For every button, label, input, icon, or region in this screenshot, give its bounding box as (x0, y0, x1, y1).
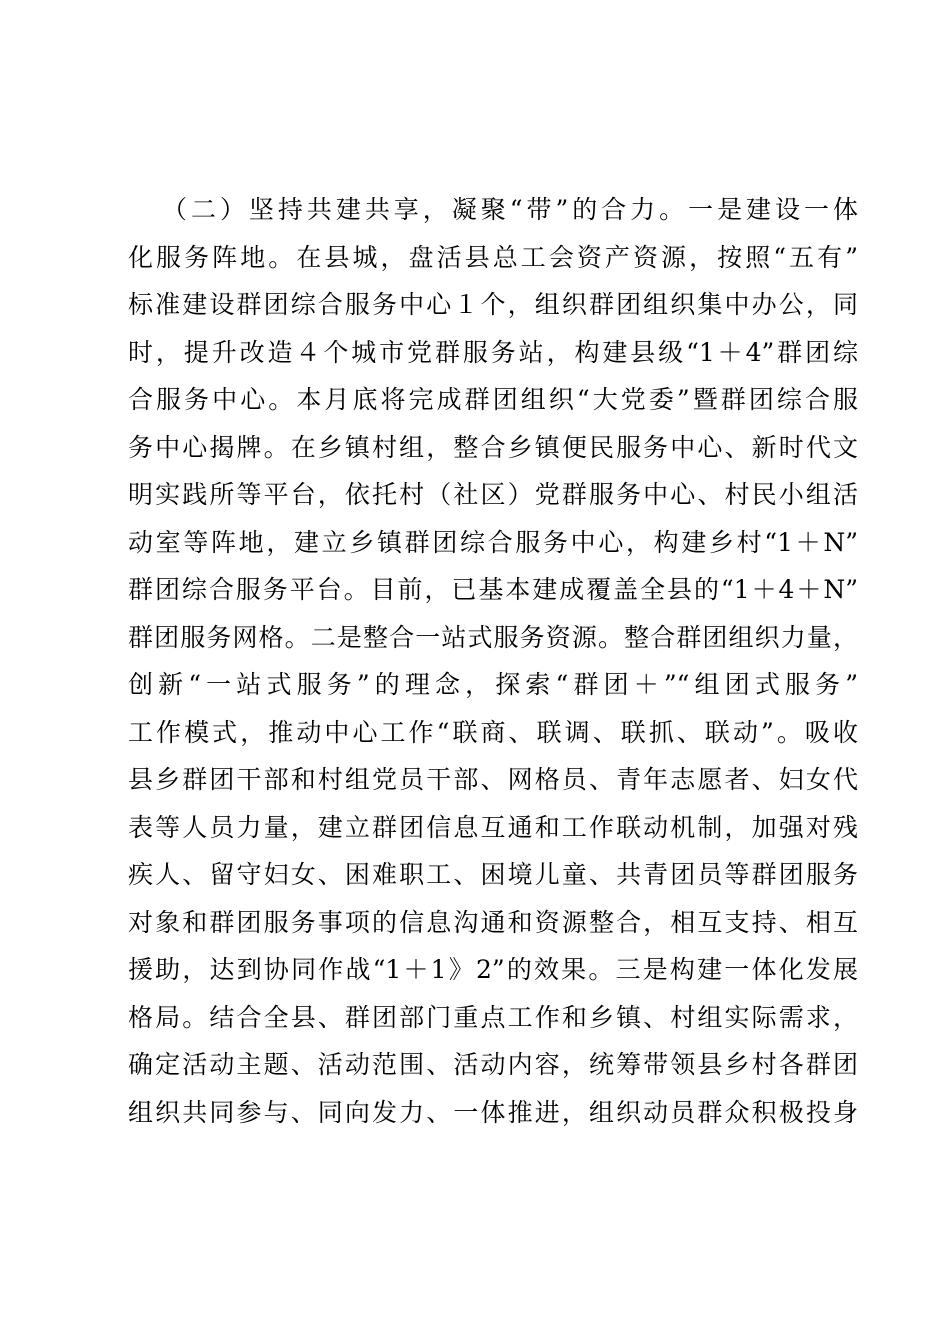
text-line: 援助，达到协同作战“1＋1》2”的效果。三是构建一体化发展 (128, 955, 858, 984)
text-line: 时，提升改造４个城市党群服务站，构建县级“1＋4”群团综 (128, 337, 858, 367)
text-line: 表等人员力量，建立群团信息互通和工作联动机制，加强对残 (128, 812, 858, 842)
text-line: 明实践所等平台，依托村（社区）党群服务中心、村民小组活 (128, 480, 858, 509)
text-line: 群团服务网格。二是整合一站式服务资源。整合群团组织力量， (128, 622, 858, 652)
body-paragraph (128, 186, 858, 1136)
text-line: 务中心揭牌。在乡镇村组，整合乡镇便民服务中心、新时代文 (128, 432, 858, 462)
text-line: 确定活动主题、活动范围、活动内容，统筹带领县乡村各群团 (128, 1050, 858, 1079)
text-line: 组织共同参与、同向发力、一体推进，组织动员群众积极投身 (128, 1097, 858, 1127)
text-line: 群团综合服务平台。目前，已基本建成覆盖全县的“1＋4＋N” (128, 575, 858, 604)
text-line: 工作模式，推动中心工作“联商、联调、联抓、联动”。吸收 (128, 717, 858, 747)
text-line: （二）坚持共建共享，凝聚“带”的合力。一是建设一体 (162, 195, 858, 224)
text-line: 标准建设群团综合服务中心１个，组织群团组织集中办公，同 (128, 290, 858, 319)
text-line: 合服务中心。本月底将完成群团组织“大党委”暨群团综合服 (128, 385, 858, 414)
text-line: 动室等阵地，建立乡镇群团综合服务中心，构建乡村“1＋N” (128, 527, 858, 557)
text-line: 化服务阵地。在县城，盘活县总工会资产资源，按照“五有” (128, 242, 858, 272)
text-line: 格局。结合全县、群团部门重点工作和乡镇、村组实际需求， (128, 1002, 858, 1032)
text-line: 创新“一站式服务”的理念，探索“群团＋”“组团式服务” (128, 670, 858, 699)
text-line: 对象和群团服务事项的信息沟通和资源整合，相互支持、相互 (128, 907, 858, 937)
text-line: 县乡群团干部和村组党员干部、网格员、青年志愿者、妇女代 (128, 765, 858, 794)
text-line: 疾人、留守妇女、困难职工、困境儿童、共青团员等群团服务 (128, 860, 858, 889)
